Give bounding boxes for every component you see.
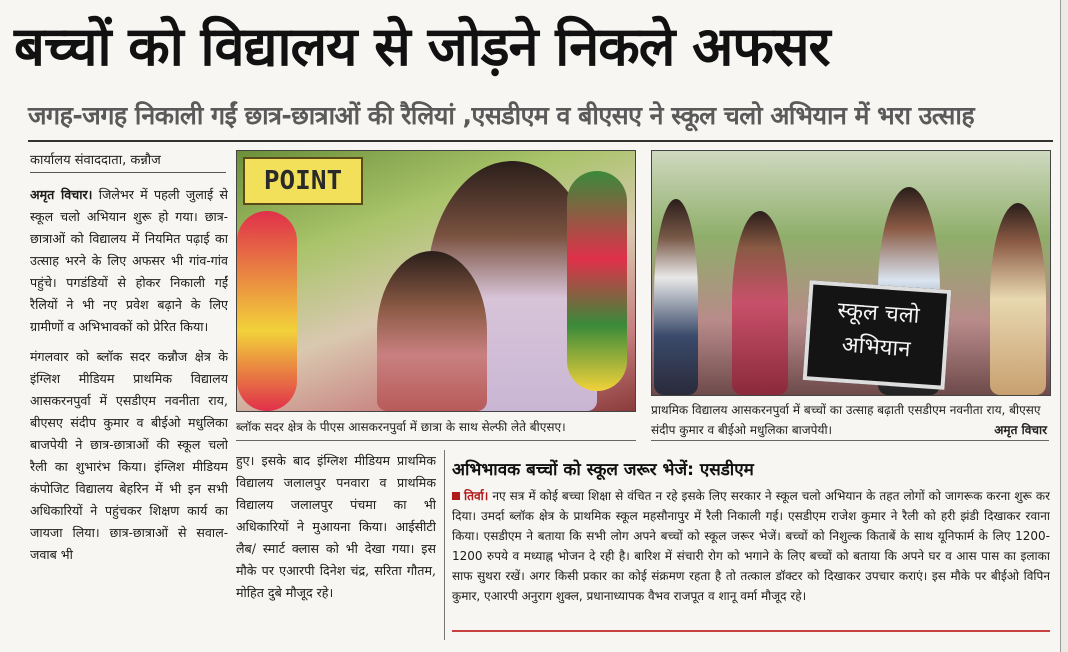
beo-figure <box>990 203 1046 395</box>
subheadline: जगह-जगह निकाली गईं छात्र-छात्राओं की रैलियां ,एसडीएम व बीएसए ने स्कूल चलो अभियान में भरा उत्साह <box>28 101 975 130</box>
sidebox-heading: अभिभावक बच्चों को स्कूल जरूर भेजें: एसडीएम <box>452 460 754 480</box>
board-line-1: स्कूल चलो <box>836 298 921 329</box>
sidebox-body <box>452 486 1050 626</box>
student-figure <box>377 251 487 411</box>
photo-credit: अमृत विचार <box>994 423 1047 437</box>
bottom-rule <box>452 630 1050 632</box>
column-divider <box>444 450 445 640</box>
byline: कार्यालय संवाददाता, कन्नौज <box>30 150 226 173</box>
sidebox-text: नए सत्र में कोई बच्चा शिक्षा से वंचित न रहे इसके लिए सरकार ने स्कूल चलो अभियान के तहत लोगों को जागरूक करना शुरू कर दिया। उमर्दा ब्लॉक क्षेत्र के प्राथमिक स्कूल महसौनापुर में रैली निकाली गई। एसडीएम राजेश कुमार ने रैली को हरी झंडी दिखाकर रवाना किया। एसडीएम ने बताया कि सभी लोग अपने बच्चों को स्कूल जरूर भेजें। बच्चों को निशुल्क किताबें के साथ यूनिफार्म के लिए 1200-1200 रुपये व मध्याह्न भोजन दे रही है। बारिश में संचारी रोग को भगाने के लिए बच्चों को बताया कि अपने घर व आस पास का इलाका साफ सुथरा रखें। अगर किसी प्रकार का कोई संक्रमण रहता है तो तत्काल डॉक्टर को दिखाकर उपचार कराएं। इस मौके पर बीईओ विपिन कुमार, एआरपी अनुराग शुक्ल, प्रधानाध्यापक वैभव राजपूत व शानू वर्मा मौजूद रहे। <box>452 489 1050 603</box>
photo-2-caption-text: प्राथमिक विद्यालय आसकरनपुर्वा में बच्चों का उत्साह बढ़ाती एसडीएम नवनीता राय, बीएसए संदीप कुमार व बीईओ मधुलिका बाजपेयी। <box>651 403 1041 437</box>
board-line-2: अभियान <box>841 332 912 363</box>
square-bullet-icon <box>452 492 460 500</box>
photo-rally <box>651 150 1051 396</box>
article-paragraph-2 <box>30 346 228 566</box>
lead-dateline: अमृत विचार। <box>30 187 93 202</box>
photo-2-caption <box>651 400 1049 441</box>
adjacent-column-edge <box>1060 0 1068 652</box>
top-rule <box>28 140 1053 142</box>
garland-right <box>567 171 627 391</box>
paragraph-2-text: मंगलवार को ब्लॉक सदर कन्नौज क्षेत्र के इंग्लिश मीडियम प्राथमिक विद्यालय आसकरनपुर्वा में एसडीएम नवनीता राय, बीएसए संदीप कुमार व बीईओ मधुलिका बाजपेयी ने छात्र-छात्राओं की स्कूल चलो रैली का शुभारंभ किया। इंग्लिश मीडियम कंपोजिट विद्यालय बेहरिन में भी इन सभी अधिकारियों ने पहुंचकर शिक्षण कार्य का जायजा लिया। छात्र-छात्राओं से सवाल-जवाब भी <box>30 349 228 562</box>
article-paragraph-1 <box>30 184 228 338</box>
paragraph-1-text: जिलेभर में पहली जुलाई से स्कूल चलो अभियान शुरू हो गया। छात्र-छात्राओं को विद्यालय में नियमित पढ़ाई का उत्साह भरने के लिए अफसर भी गांव-गांव पहुंचे। पगडंडियों से होकर निकाली गईं रैलियों ने भी नए प्रवेश बढ़ाने के लिए ग्रामीणों व अभिभावकों को प्रेरित किया। <box>30 187 228 334</box>
point-sign: POINT <box>243 157 363 205</box>
article-column-1 <box>30 184 228 644</box>
school-chalo-board <box>803 280 952 390</box>
article-column-2: हुए। इसके बाद इंग्लिश मीडियम प्राथमिक विद्यालय जलालपुर पनवारा व प्राथमिक विद्यालय जलालपुर पंचमा का भी अधिकारियों ने मुआयना किया। आईसीटी लैब/ स्मार्ट क्लास को भी देखा गया। इस मौके पर एआरपी दिनेश चंद्र, सरिता गौतम, मोहित दुबे मौजूद रहे। <box>236 453 436 600</box>
headline: बच्चों को विद्यालय से जोड़ने निकले अफसर <box>14 15 830 78</box>
officer-left-figure <box>654 199 698 395</box>
garland-left <box>237 211 297 411</box>
sdm-figure <box>732 211 788 395</box>
photo-1-caption: ब्लॉक सदर क्षेत्र के पीएस आसकरनपुर्वा में छात्रा के साथ सेल्फी लेते बीएसए। <box>236 414 636 441</box>
photo-selfie <box>236 150 636 412</box>
sidebox-dateline: तिर्वा। <box>464 489 489 503</box>
